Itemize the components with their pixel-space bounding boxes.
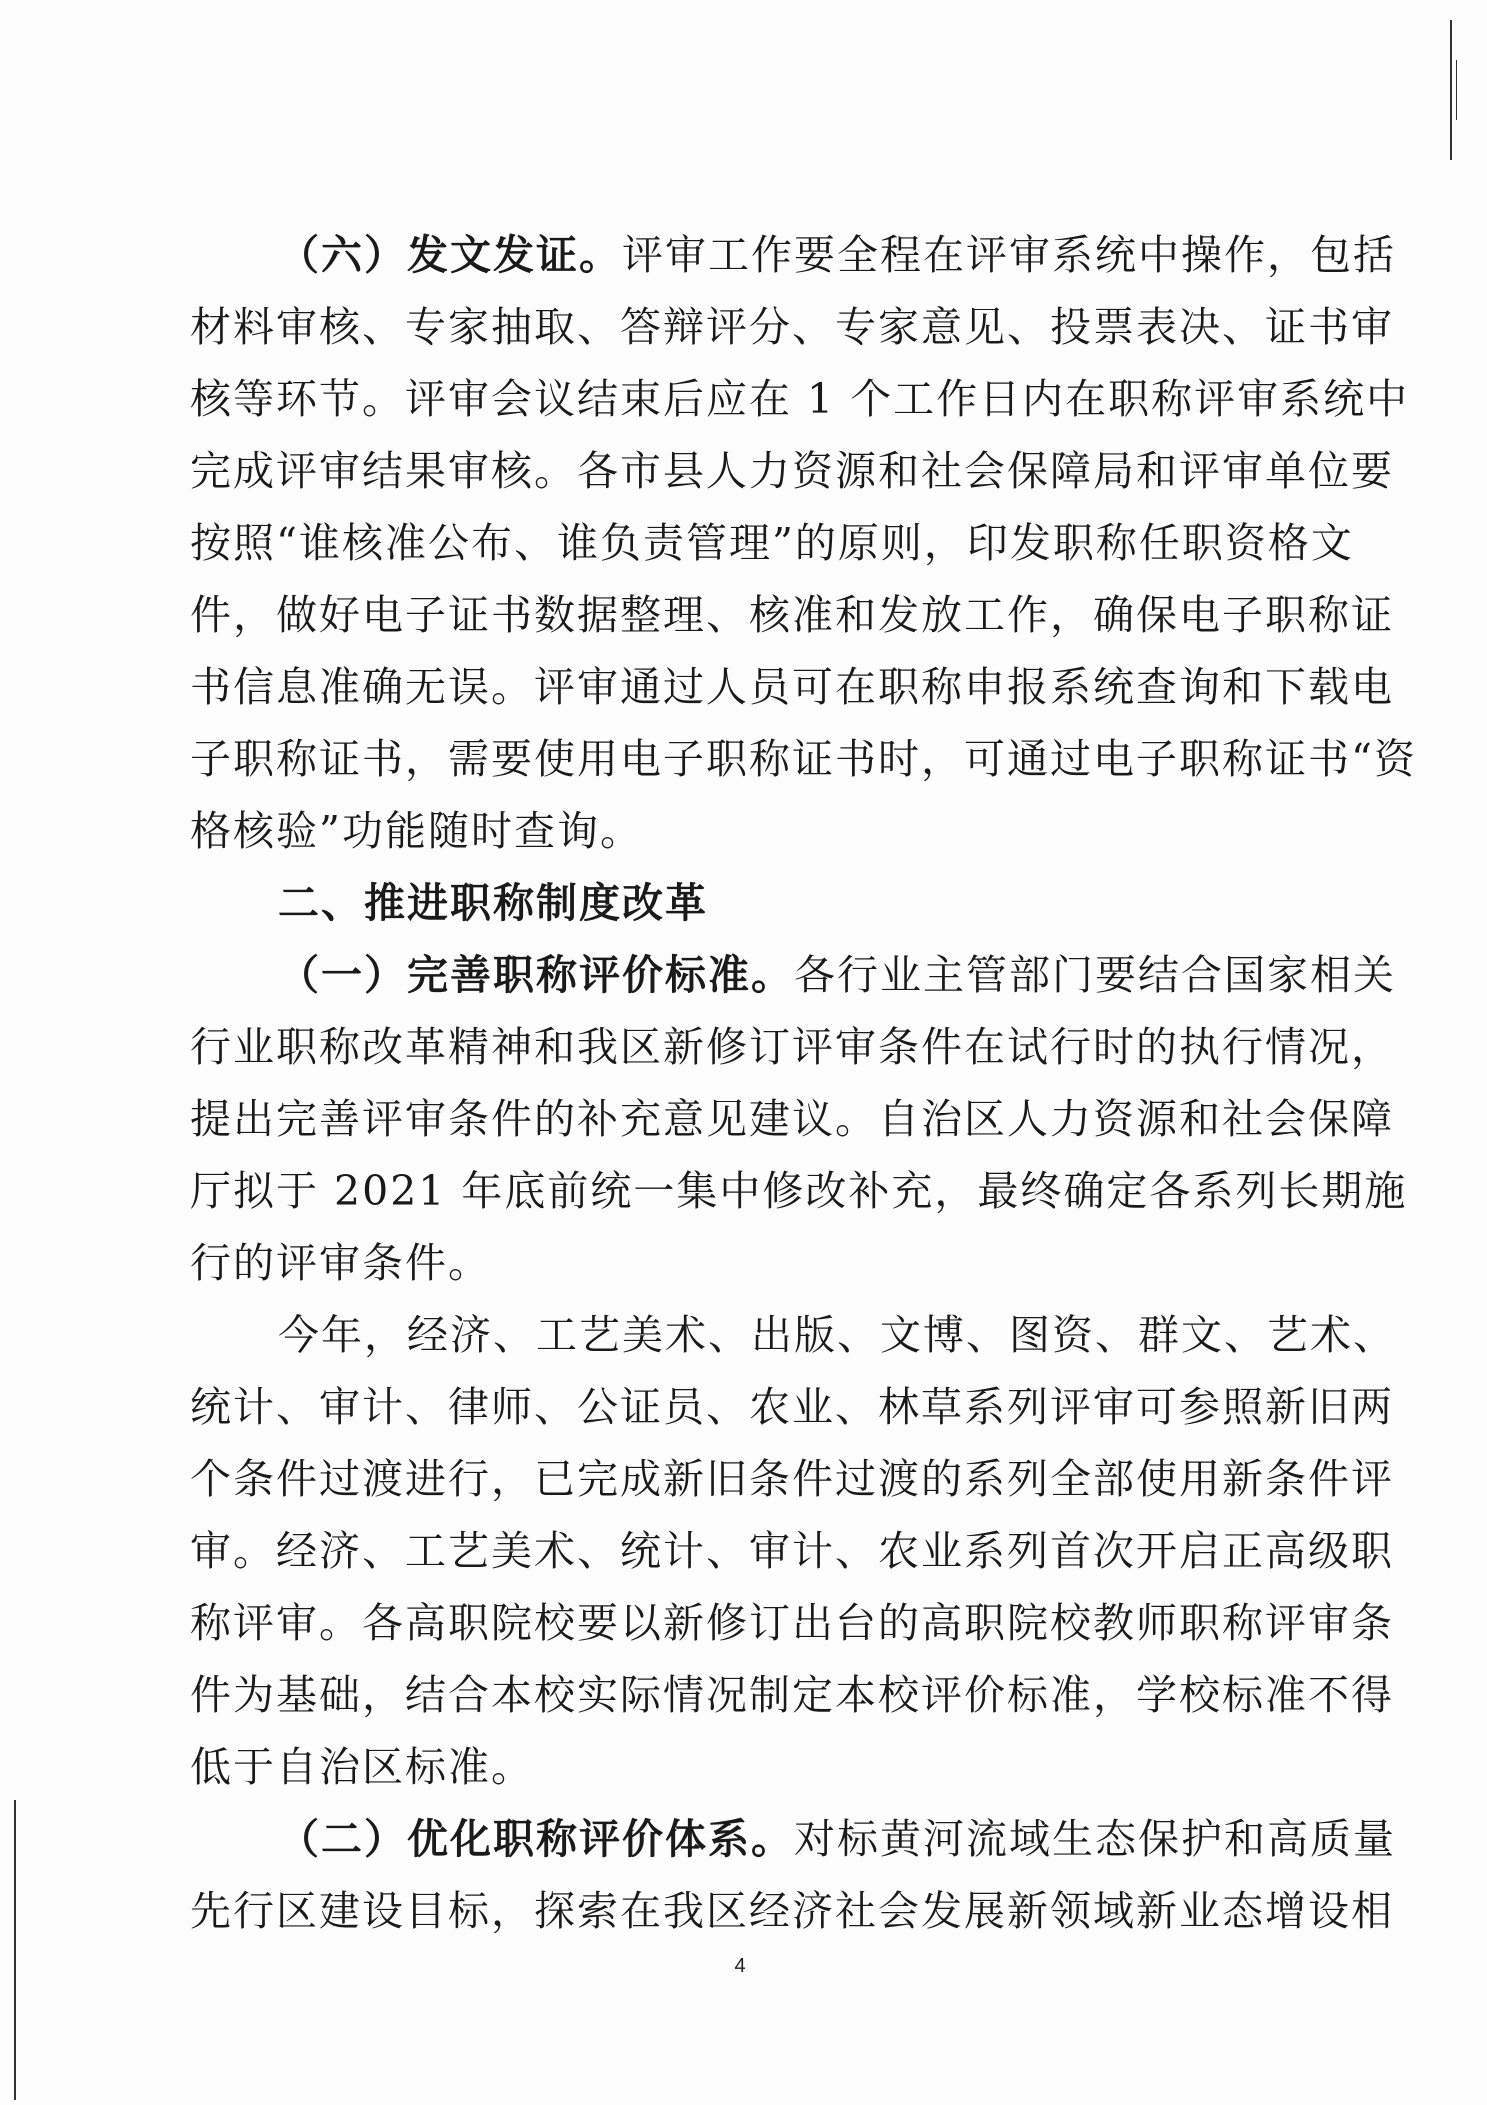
- paragraph-3-line-1: 今年，经济、工艺美术、出版、文博、图资、群文、艺术、: [278, 1311, 1396, 1359]
- paragraph-2-line-2: 行业职称改革精神和我区新修订评审条件在试行时的执行情况，: [190, 1023, 1394, 1071]
- paragraph-1-line-8: 子职称证书，需要使用电子职称证书时，可通过电子职称证书“资: [190, 735, 1417, 783]
- paragraph-2-line-5: 行的评审条件。: [190, 1239, 491, 1287]
- scan-edge-mark-top-right: [1450, 20, 1452, 160]
- paragraph-4-line-2: 先行区建设目标，探索在我区经济社会发展新领域新业态增设相: [190, 1887, 1394, 1935]
- paragraph-2-line-1: [278, 950, 1396, 1000]
- scan-edge-mark-bottom-left: [14, 1800, 16, 2100]
- paragraph-3-line-5: 称评审。各高职院校要以新修订出台的高职院校教师职称评审条: [190, 1599, 1394, 1647]
- paragraph-1-line-7: 书信息准确无误。评审通过人员可在职称申报系统查询和下载电: [190, 663, 1394, 711]
- scan-edge-mark-top-right-2: [1456, 60, 1457, 120]
- paragraph-1-line-6: 件，做好电子证书数据整理、核准和发放工作，确保电子职称证: [190, 591, 1394, 639]
- paragraph-1-line-5: 按照“谁核准公布、谁负责管理”的原则，印发职称任职资格文: [190, 519, 1354, 567]
- paragraph-1-line-9: 格核验”功能随时查询。: [190, 807, 643, 855]
- paragraph-4-line-1: [278, 1814, 1396, 1864]
- paragraph-1-line-4: 完成评审结果审核。各市县人力资源和社会保障局和评审单位要: [190, 447, 1394, 495]
- paragraph-3-line-6: 件为基础，结合本校实际情况制定本校评价标准，学校标准不得: [190, 1671, 1394, 1719]
- paragraph-3-line-7: 低于自治区标准。: [190, 1743, 534, 1791]
- page-number: 4: [734, 1955, 746, 1977]
- paragraph-2-label: （一）完善职称评价标准。: [278, 951, 794, 999]
- paragraph-2-line-4: 厅拟于 2021 年底前统一集中修改补充，最终确定各系列长期施: [190, 1167, 1408, 1215]
- paragraph-4-label: （二）优化职称评价体系。: [278, 1815, 794, 1863]
- paragraph-1-line-1: [278, 230, 1396, 280]
- paragraph-1-line-3: 核等环节。评审会议结束后应在 1 个工作日内在职称评审系统中: [190, 375, 1410, 423]
- paragraph-1-line-2: 材料审核、专家抽取、答辩评分、专家意见、投票表决、证书审: [190, 303, 1394, 351]
- paragraph-3-line-3: 个条件过渡进行，已完成新旧条件过渡的系列全部使用新条件评: [190, 1455, 1394, 1503]
- paragraph-2-line-3: 提出完善评审条件的补充意见建议。自治区人力资源和社会保障: [190, 1095, 1394, 1143]
- paragraph-2-line-1-text: 各行业主管部门要结合国家相关: [794, 951, 1396, 999]
- paragraph-4-line-1-text: 对标黄河流域生态保护和高质量: [794, 1815, 1396, 1863]
- section-heading: 二、推进职称制度改革: [278, 879, 708, 927]
- paragraph-3-line-2: 统计、审计、律师、公证员、农业、林草系列评审可参照新旧两: [190, 1383, 1394, 1431]
- paragraph-3-line-4: 审。经济、工艺美术、统计、审计、农业系列首次开启正高级职: [190, 1527, 1394, 1575]
- paragraph-1-line-1-text: 评审工作要全程在评审系统中操作，包括: [622, 231, 1396, 279]
- paragraph-1-label: （六）发文发证。: [278, 231, 622, 279]
